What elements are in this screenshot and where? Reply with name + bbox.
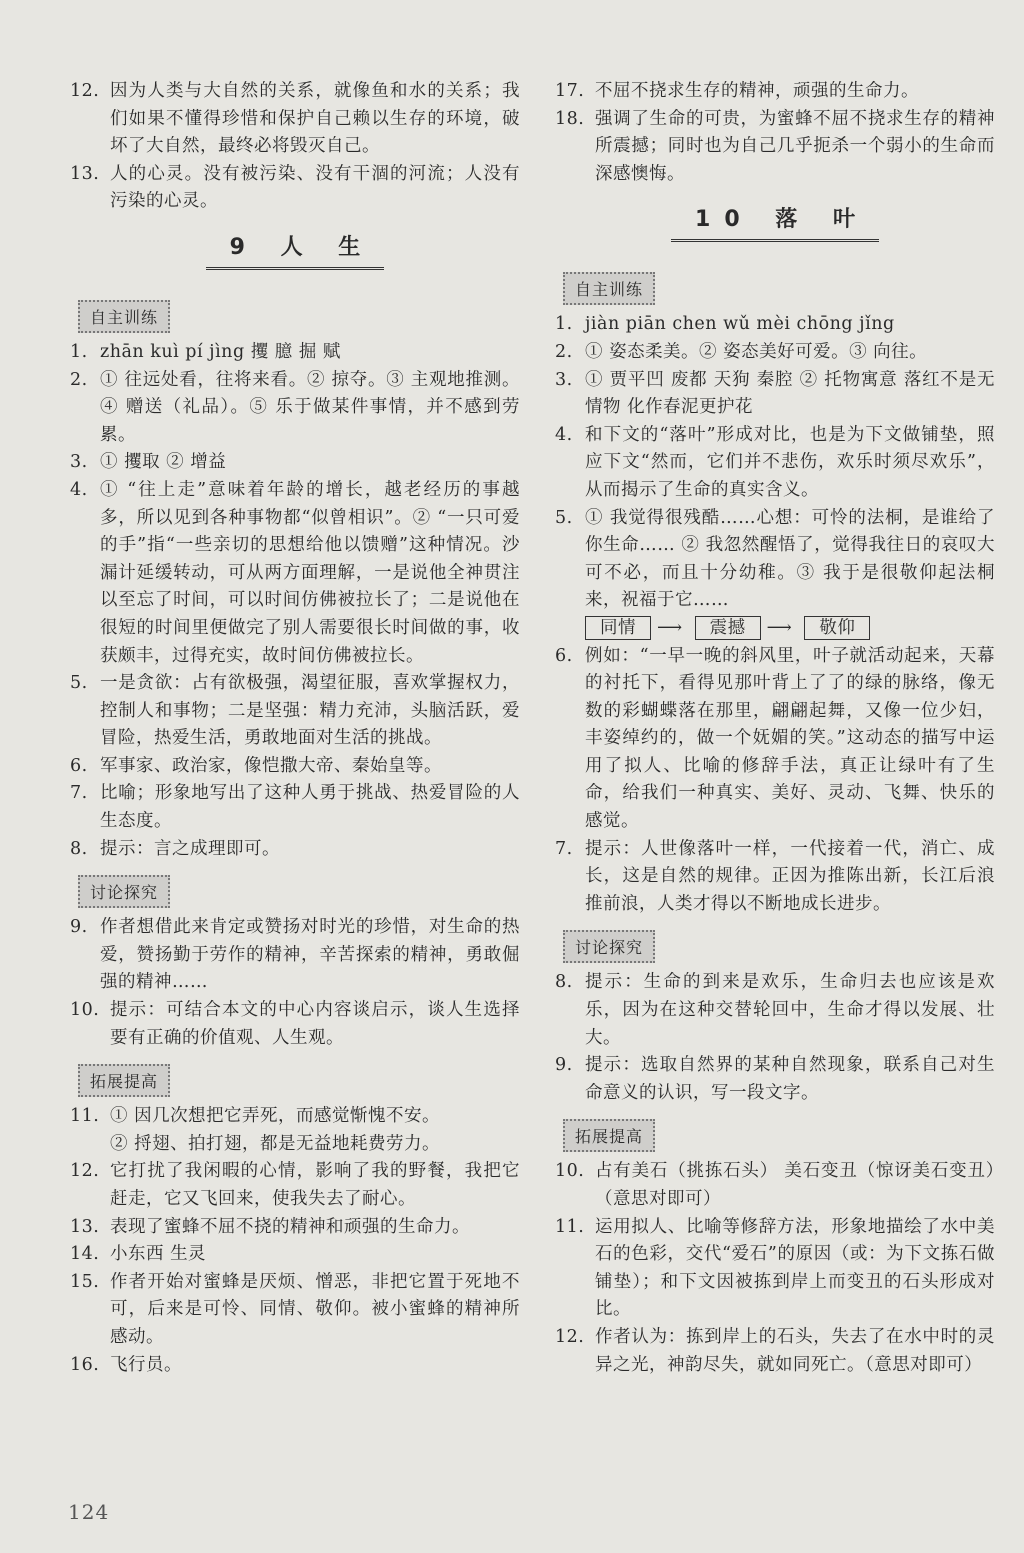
- left-column: [70, 78, 520, 1379]
- list-item: 13. 表现了蜜蜂不屈不挠的精神和顽强的生命力。: [70, 1216, 470, 1237]
- left-zizhu-list: [70, 339, 520, 863]
- list-item: 10. 占有美石（挑拣石头） 美石变丑（惊讶美石变丑）（意思对即可）: [555, 1161, 995, 1209]
- left-top-list: [70, 78, 520, 216]
- section-badge-zizhu: 自主训练: [563, 272, 655, 305]
- list-item: 3. ① 攫取 ② 增益: [70, 452, 227, 473]
- section-badge-tuozhan: 拓展提高: [563, 1119, 655, 1152]
- list-item: 3. ① 贾平凹 废都 天狗 秦腔 ② 托物寓意 落红不是无情物 化作春泥更护花: [555, 369, 995, 418]
- box-word: 同情: [585, 616, 651, 640]
- list-item: 8. 提示：生命的到来是欢乐，生命归去也应该是欢乐，因为在这种交替轮回中，生命才得以发展、壮大。: [555, 972, 995, 1048]
- right-tuozhan-list: [555, 1158, 995, 1379]
- list-item: 12. 它打扰了我闲暇的心情，影响了我的野餐，我把它赶走，它又飞回来，使我失去了耐心。: [70, 1161, 520, 1209]
- right-column: [555, 78, 995, 1379]
- arrow-right-icon: ⟶: [657, 617, 683, 638]
- section-badge-zizhu: 自主训练: [78, 300, 170, 333]
- page-number: 124: [68, 1500, 110, 1524]
- list-item: 5. 一是贪欲：占有欲极强，渴望征服，喜欢掌握权力，控制人和事物；二是坚强：精力充沛，头脑活跃，爱冒险，热爱生活，勇敢地面对生活的挑战。: [70, 673, 520, 749]
- list-item: 7. 提示：人世像落叶一样，一代接着一代，消亡、成长，这是自然的规律。正因为推陈出新，长江后浪推前浪，人类才得以不断地成长进步。: [555, 838, 995, 914]
- lesson-10-title: 10 落 叶: [555, 202, 995, 242]
- list-item: 9. 提示：选取自然界的某种自然现象，联系自己对生命意义的认识，写一段文字。: [555, 1055, 995, 1103]
- right-taolun-list: [555, 969, 995, 1107]
- list-item: 2. ① 往远处看，往将来看。② 掠夺。③ 主观地推测。④ 赠送（礼品）。⑤ 乐于做某件事情，并不感到劳累。: [70, 369, 520, 445]
- arrow-right-icon: ⟶: [766, 617, 793, 638]
- list-item: 14. 小东西 生灵: [70, 1244, 207, 1265]
- list-item: 8. 提示：言之成理即可。: [70, 838, 280, 859]
- list-item: 4. 和下文的“落叶”形成对比，也是为下文做铺垫，照应下文“然而，它们并不悲伤，欢乐时须尽欢乐”，从而揭示了生命的真实含义。: [555, 424, 995, 500]
- list-item: 6. 例如：“一早一晚的斜风里，叶子就活动起来，天幕的衬托下，看得见那叶背上了了的绿的脉络，像无数的彩蝴蝶落在那里，翩翩起舞，又像一位少妇，丰姿绰约的，做一个妩媚的笑。”这动态的描写中运用了拟人、比喻的修辞手法，真正让绿叶有了生命，给我们一种真实、美好、灵动、飞舞、快乐的感觉。: [555, 645, 995, 832]
- left-taolun-list: [70, 914, 520, 1052]
- list-item: 6. 军事家、政治家，像恺撒大帝、秦始皇等。: [70, 755, 442, 776]
- list-item: 1. zhān kuì pí jìng 攫 臆 掘 赋: [70, 341, 341, 362]
- list-item: 16. 飞行员。: [70, 1354, 182, 1375]
- list-item: 11. ① 因几次想把它弄死，而感觉惭愧不安。 ② 捋翅、拍打翅，都是无益地耗费劳力。: [70, 1106, 441, 1154]
- lesson-9-title: 9 人 生: [70, 230, 520, 270]
- list-item: 2. ① 姿态柔美。② 姿态美好可爱。③ 向往。: [555, 341, 928, 362]
- right-zizhu-list: [555, 311, 995, 918]
- list-item: 4. ① “往上走”意味着年龄的增长，越老经历的事越多，所以见到各种事物都“似曾相识”。② “一只可爱的手”指“一些亲切的思想给他以馈赠”这种情况。沙漏计延缓转动，可从两方面理解，一是说他全神贯注以至忘了时间，可以时间仿佛被拉长了；二是说他在很短的时间里便做完了别人需要很长时间做的事，收获颇丰，过得充实，故时间仿佛被拉长。: [70, 479, 520, 666]
- box-word: 震撼: [695, 616, 761, 640]
- left-tuozhan-list: [70, 1103, 520, 1379]
- list-item: 9. 作者想借此来肯定或赞扬对时光的珍惜，对生命的热爱，赞扬勤于劳作的精神，辛苦探索的精神，勇敢倔强的精神……: [70, 917, 520, 993]
- list-item: 18. 强调了生命的可贵，为蜜蜂不屈不挠求生存的精神所震撼；同时也为自己几乎扼杀一个弱小的生命而深感懊悔。: [555, 108, 995, 184]
- list-item: 10. 提示：可结合本文的中心内容谈启示，谈人生选择要有正确的价值观、人生观。: [70, 1000, 520, 1048]
- section-badge-taolun: 讨论探究: [563, 930, 655, 963]
- list-item: 13. 人的心灵。没有被污染、没有干涸的河流；人没有污染的心灵。: [70, 163, 520, 212]
- list-item: 12. 因为人类与大自然的关系，就像鱼和水的关系；我们如果不懂得珍惜和保护自己赖以生存的环境，破坏了大自然，最终必将毁灭自己。: [70, 81, 520, 157]
- list-item: 11. 运用拟人、比喻等修辞方法，形象地描绘了水中美石的色彩，交代“爱石”的原因（或：为下文拣石做铺垫）；和下文因被拣到岸上而变丑的石头形成对比。: [555, 1216, 995, 1320]
- box-word: 敬仰: [804, 616, 870, 640]
- right-top-list: [555, 78, 995, 188]
- list-item: 12. 作者认为：拣到岸上的石头，失去了在水中时的灵异之光，神韵尽失，就如同死亡。（意思对即可）: [555, 1326, 995, 1375]
- list-item: 1. jiàn piān chen wǔ mèi chōng jǐng: [555, 314, 895, 335]
- list-item: 17. 不屈不挠求生存的精神，顽强的生命力。: [555, 81, 919, 101]
- list-item: 15. 作者开始对蜜蜂是厌烦、憎恶，非把它置于死地不可，后来是可怜、同情、敬仰。被小蜜蜂的精神所感动。: [70, 1271, 520, 1347]
- list-item: 7. 比喻；形象地写出了这种人勇于挑战、热爱冒险的人生态度。: [70, 783, 520, 832]
- section-badge-tuozhan: 拓展提高: [78, 1064, 170, 1097]
- emotion-flow: [585, 615, 995, 643]
- section-badge-taolun: 讨论探究: [78, 875, 170, 908]
- list-item: 5. ① 我觉得很残酷……心想：可怜的法桐，是谁给了你生命…… ② 我忽然醒悟了，觉得我往日的哀叹大可不必，而且十分幼稚。③ 我于是很敬仰起法桐来，祝福于它…… 同情 ⟶ 震撼 ⟶ 敬仰: [555, 505, 995, 643]
